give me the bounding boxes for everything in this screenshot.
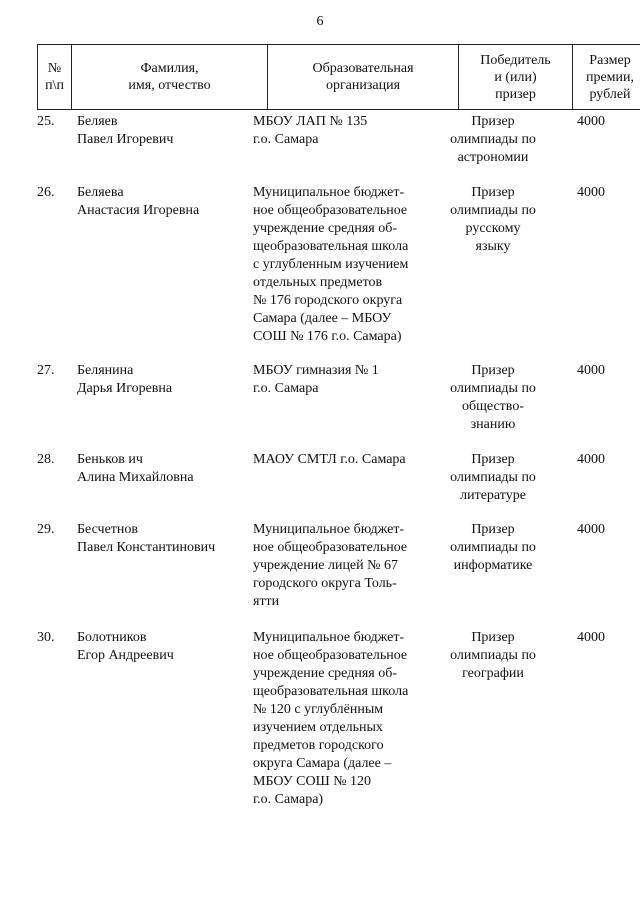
header-organization: Образовательная организация xyxy=(268,45,459,109)
header-name: Фамилия, имя, отчество xyxy=(72,45,268,109)
prize-amount: 4000 xyxy=(577,522,605,537)
organization: МБОУ гимназия № 1 г.о. Самара xyxy=(253,363,379,396)
organization: Муниципальное бюджет- ное общеобразовательное учреждение лицей № 67 городского округа Толь- ятти xyxy=(253,522,408,609)
header-number: № п\п xyxy=(38,45,72,109)
student-name: Белянина Дарья Игоревна xyxy=(77,363,173,396)
row-number: 25. xyxy=(37,114,55,129)
row-number: 28. xyxy=(37,452,55,467)
organization: Муниципальное бюджет- ное общеобразовательное учреждение средняя об- щеобразовательная школа с углубленным изучением отдельных предметов № 176 городского округа Самара (далее – МБОУ СОШ № 176 г.о. Самара) xyxy=(253,185,409,344)
prize-amount: 4000 xyxy=(577,630,605,645)
organization: МБОУ ЛАП № 135 г.о. Самара xyxy=(253,114,368,147)
student-name: Беляева Анастасия Игоревна xyxy=(77,185,200,218)
prize-amount: 4000 xyxy=(577,114,605,129)
row-number: 27. xyxy=(37,363,55,378)
row-number: 26. xyxy=(37,185,55,200)
prize-amount: 4000 xyxy=(577,452,605,467)
result: Призер олимпиады по астрономии xyxy=(450,114,536,165)
row-number: 30. xyxy=(37,630,55,645)
result: Призер олимпиады по географии xyxy=(450,630,536,681)
page-number: 6 xyxy=(316,14,324,29)
student-name: Болотников Егор Андреевич xyxy=(77,630,174,663)
header-result: Победитель и (или) призер xyxy=(459,45,573,109)
prize-amount: 4000 xyxy=(577,185,605,200)
organization: Муниципальное бюджет- ное общеобразовательное учреждение средняя об- щеобразовательная школа № 120 с углублённым изучением отдельных предметов городского округа Самара (далее – МБОУ СОШ № 120 г.о. Самара) xyxy=(253,630,409,807)
result: Призер олимпиады по общество- знанию xyxy=(450,363,536,432)
row-number: 29. xyxy=(37,522,55,537)
table-header xyxy=(37,44,640,110)
result: Призер олимпиады по литературе xyxy=(450,452,536,503)
result: Призер олимпиады по русскому языку xyxy=(450,185,536,254)
student-name: Бесчетнов Павел Константинович xyxy=(77,522,216,555)
header-amount: Размер премии, рублей xyxy=(585,52,635,102)
organization: МАОУ СМТЛ г.о. Самара xyxy=(253,452,406,467)
prize-amount: 4000 xyxy=(577,363,605,378)
student-name: Беньков ич Алина Михайловна xyxy=(77,452,194,485)
student-name: Беляев Павел Игоревич xyxy=(77,114,174,147)
result: Призер олимпиады по информатике xyxy=(450,522,536,573)
